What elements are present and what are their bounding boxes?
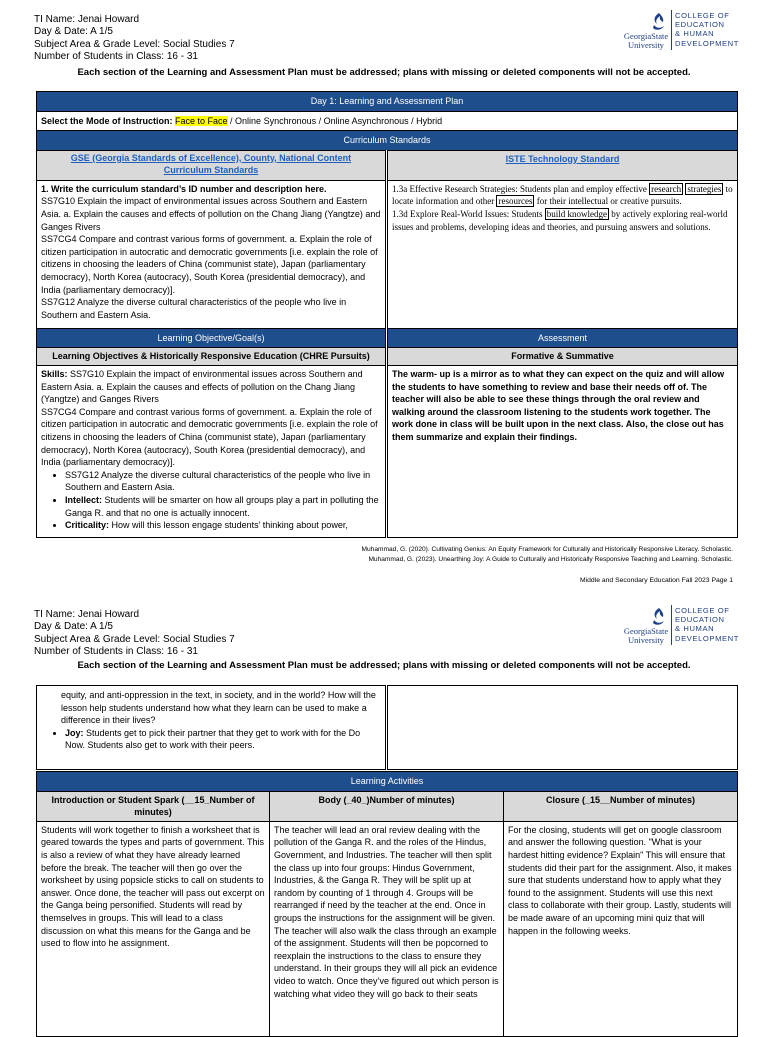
college-name: COLLEGE OF EDUCATION & HUMAN DEVELOPMENT	[675, 11, 739, 48]
gse-standards-text: SS7G10 Explain the impact of environmental issues across Southern and Eastern Asia. a. Explain the causes and effects of pollution on the Chang Jiang (Yangtze) and Ganges Rivers SS7CG4 Compare and contrast various forms of government. a. Explain the role of citizen participation in autocratic and democratic governments [i.e. explain the role of citizens in choosing the leaders of China (communist state), Japan (parliamentary democracy), North Korea (autocracy), South Korea (presidential democracy), and India (parliamentary democracy)]. SS7G12 Analyze the diverse cultural characteristics of the people who live in Southern and Eastern Asia.	[41, 196, 381, 320]
gsu-flame-icon	[650, 12, 666, 32]
gse-standards-header[interactable]: GSE (Georgia Standards of Excellence), County, National Content Curriculum Standards	[37, 150, 387, 180]
assessment-cell: The warm- up is a mirror as to what they can expect on the quiz and will allow the students to have something to review and base their needs off of. The teacher will also be able to see these things through the oral review and walking around the classroom listening to the students work together. The work done in class will be built upon in the next class. Also, the close out has them summarize and explain their findings.	[387, 365, 738, 537]
learning-activities-table	[36, 771, 738, 1037]
gsu-flame-icon	[650, 607, 666, 627]
mode-selected: Face to Face	[175, 115, 228, 126]
citation: Muhammad, G. (2023). Unearthing Joy: A Guide to Culturally and Historically Responsive Teaching and Learning. Scholastic.	[368, 555, 733, 563]
page-2	[0, 600, 768, 1024]
iste-standard-header[interactable]: ISTE Technology Standard	[387, 150, 738, 180]
iste-1-3d: 1.3d Explore Real-World Issues: Students build knowledge by actively exploring real-world issues and problems, developing ideas and theories, and pursuing answers and solutions.	[392, 208, 728, 232]
citations	[362, 545, 733, 564]
logo-divider	[671, 605, 672, 645]
college-logo	[620, 10, 740, 50]
plan-title: Day 1: Learning and Assessment Plan	[37, 92, 738, 112]
page-header	[34, 609, 235, 658]
learning-objective-title: Learning Objective/Goal(s)	[37, 328, 387, 348]
body-cell: The teacher will lead an oral review dealing with the pollution of the Ganga R. and the roles of the Hindus, Government, and Industries. The teacher will then split the class up into four groups: Hindus Government, Industries, & the Ganga R. They will be split up at random by counting of 1 through 4. Groups will be rearranged if need by the teacher at the end. Once in groups the instructions for the assignment will be given. The teacher will also walk the class through an example of the assignment. Students will then be popcorned to reexplain the instructions to the class to ensure they understand. In their groups they will all pick an evidence video to watch. Once they’ve figured out which person is watching what video they will go back to their seats	[270, 821, 504, 1036]
closure-cell: For the closing, students will get on google classroom and answer the following question. "What is your hardest hitting evidence? Explain" This will ensure that students did their part for the assignment. Also, it makes sure that students understand how to apply what they found to the assignment. Students will use this next class to collaborate with their group. Lastly, students will be made aware of an upcoming mini quiz that will happen in the following weeks.	[504, 821, 738, 1036]
criticality-cont-text: equity, and anti-oppression in the text, in society, and in the world? How will the lesson help students understand how what they learn can be used to make a difference in their lives?	[61, 690, 376, 726]
objective-bullets	[41, 469, 381, 532]
learning-assessment-plan-table	[36, 91, 738, 538]
day-date: Day & Date: A 1/5	[34, 26, 113, 38]
mode-of-instruction: Select the Mode of Instruction: Face to Face / Online Synchronous / Online Asynchronous / Hybrid	[37, 111, 738, 131]
intro-header: Introduction or Student Spark (__15_Number of minutes)	[37, 791, 270, 821]
list-item: • Intellect: Students will be smarter on how all groups play a part in polluting the Ganga R. and that no one is actually innocent.	[65, 494, 381, 519]
list-item: • Joy: Students get to pick their partner that they get to work with for the Do Now. Students also get to work with their peers.	[65, 727, 381, 752]
curriculum-standards-title: Curriculum Standards	[37, 131, 738, 151]
list-item: • SS7G12 Analyze the diverse cultural characteristics of the people who live in Southern and Eastern Asia.	[65, 469, 381, 494]
body-header: Body (_40_)Number of minutes)	[270, 791, 504, 821]
iste-1-3a: 1.3a Effective Research Strategies: Students plan and employ effective research strategies to locate information and other resources for their intellectual or creative pursuits.	[392, 183, 733, 207]
subject-area: Subject Area & Grade Level: Social Studies 7	[34, 38, 235, 50]
day-date: Day & Date: A 1/5	[34, 621, 113, 633]
assessment-cont-cell	[387, 686, 738, 770]
student-count: Number of Students in Class: 16 - 31	[34, 645, 198, 657]
learning-activities-title: Learning Activities	[37, 772, 738, 792]
assessment-subheader: Formative & Summative	[387, 348, 738, 366]
gse-standards-cell: 1. Write the curriculum standard’s ID number and description here. SS7G10 Explain the impact of environmental issues across Southern and Eastern Asia. a. Explain the causes and effects of pollution on the Chang Jiang (Yangtze) and Ganges Rivers SS7CG4 Compare and contrast various forms of government. a. Explain the role of citizen participation in autocratic and democratic governments [i.e. explain the role of citizens in choosing the leaders of China (communist state), Japan (parliamentary democracy), North Korea (autocracy), South Korea (presidential democracy), and India (parliamentary democracy)]. SS7G12 Analyze the diverse cultural characteristics of the people who live in Southern and Eastern Asia.	[37, 180, 387, 328]
list-item: • Criticality: How will this lesson engage students’ thinking about power,	[65, 519, 381, 532]
assessment-title: Assessment	[387, 328, 738, 348]
page-header	[34, 14, 235, 63]
learning-objectives-cell	[37, 365, 387, 537]
gsu-wordmark: GeorgiaState University	[623, 31, 669, 50]
ti-name: TI Name: Jenai Howard	[34, 14, 140, 25]
closure-header: Closure (_15__Number of minutes)	[504, 791, 738, 821]
citation: Muhammad, G. (2020). Cultivating Genius: An Equity Framework for Culturally and Historically Responsive Literacy. Scholastic.	[361, 546, 733, 553]
skills-text: Skills: SS7G10 Explain the impact of environmental issues across Southern and Eastern Asia. a. Explain the causes and effects of pollution on the Chang Jiang (Yangtze) and Ganges Rivers SS7CG4 Compare and contrast various forms of government. a. Explain the role of citizen participation in autocratic and democratic governments [i.e. explain the role of citizens in choosing the leaders of China (communist state), Japan (parliamentary democracy), North Korea (autocracy), South Korea (presidential democracy), and India (parliamentary democracy)].	[41, 368, 378, 468]
plan-notice: Each section of the Learning and Assessment Plan must be addressed; plans with missing or deleted components will not be accepted.	[77, 67, 691, 78]
plan-notice: Each section of the Learning and Assessment Plan must be addressed; plans with missing or deleted components will not be accepted.	[77, 660, 691, 671]
student-count: Number of Students in Class: 16 - 31	[34, 50, 198, 62]
gsu-wordmark: GeorgiaState University	[623, 626, 669, 645]
page-footer: Middle and Secondary Education Fall 2023 Page 1	[579, 577, 733, 584]
objective-bullets	[41, 727, 381, 752]
subject-area: Subject Area & Grade Level: Social Studies 7	[34, 633, 235, 645]
college-logo	[620, 605, 740, 645]
college-name: COLLEGE OF EDUCATION & HUMAN DEVELOPMENT	[675, 606, 739, 643]
learning-objectives-cont-cell	[37, 686, 387, 770]
intro-cell: Students will work together to finish a worksheet that is geared towards the types and parts of government. This is also a review of what they have already learned before the break. The teacher will then go over the worksheet by using popsicle sticks to call on students to answer. Once done, the teacher will pass out excerpt on the Ganga being personified. Students will read by themselves in groups. This will lead to a class discussion on what this means for the Ganga and be used to flow into he assignment.	[37, 821, 270, 1036]
logo-divider	[671, 10, 672, 50]
ti-name: TI Name: Jenai Howard	[34, 609, 140, 620]
iste-standards-cell	[387, 180, 738, 328]
objectives-subheader: Learning Objectives & Historically Responsive Education (CHRE Pursuits)	[37, 348, 387, 366]
continued-objectives-table	[36, 685, 738, 770]
